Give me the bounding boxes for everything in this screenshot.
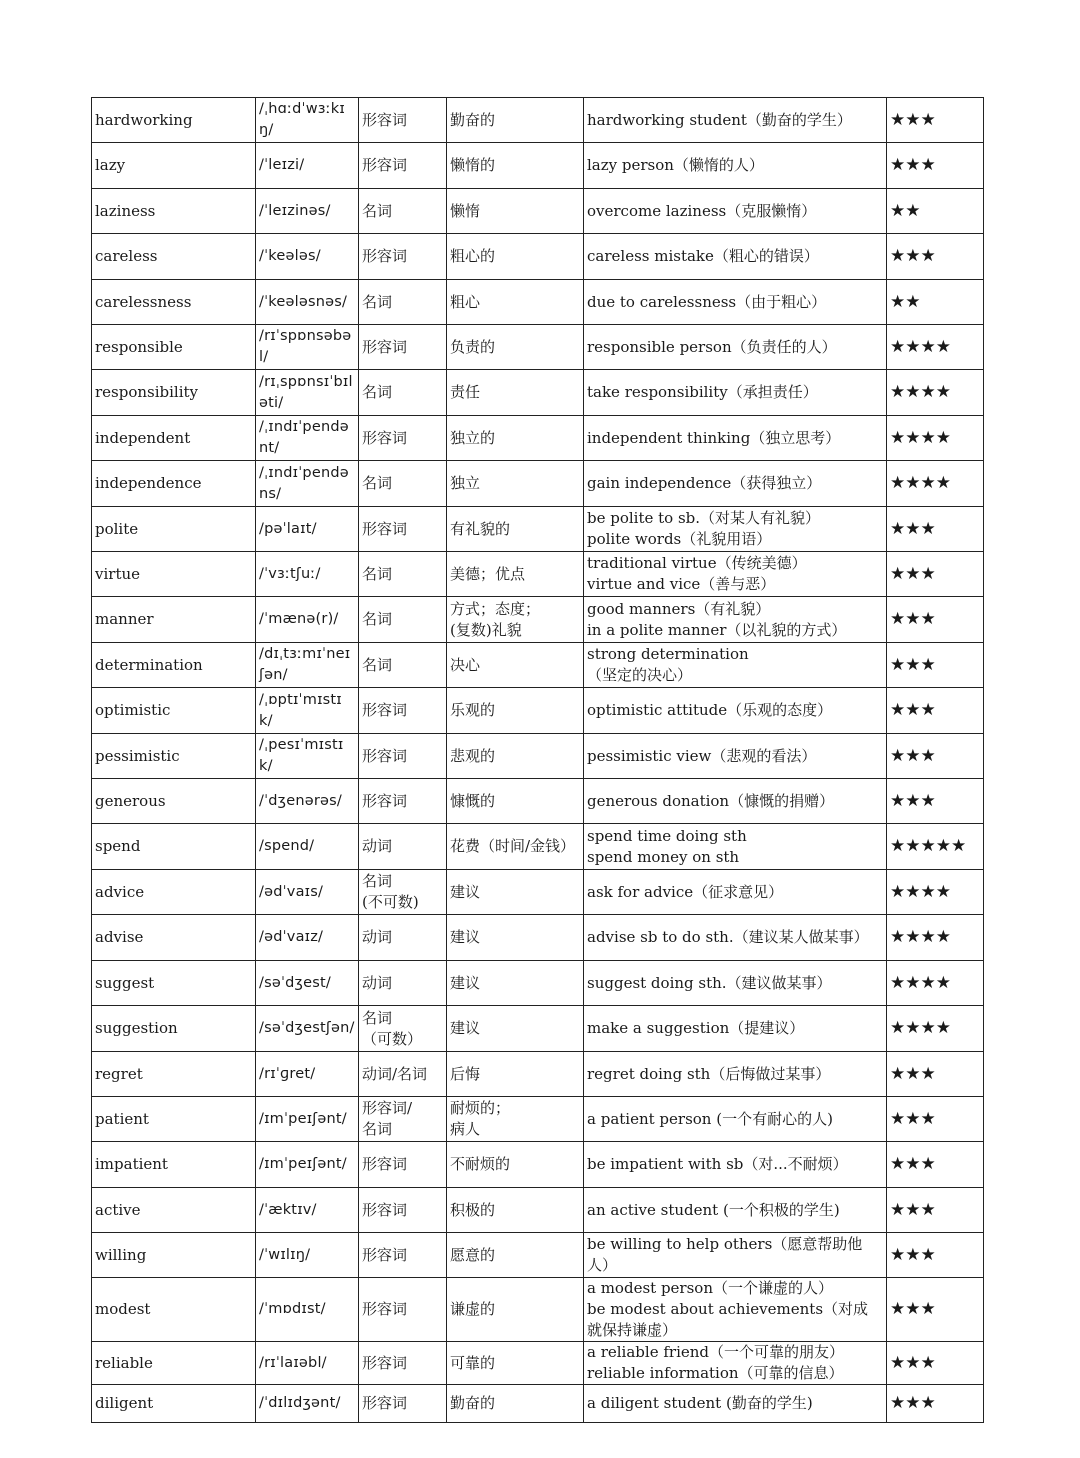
- meaning-cell: 谦虚的: [447, 1278, 584, 1342]
- phonetic-cell: /rɪˈlaɪəbl/: [256, 1342, 359, 1385]
- part-of-speech-cell: 动词: [359, 961, 447, 1006]
- phonetic-cell: /ˈdɪlɪdʒənt/: [256, 1385, 359, 1423]
- table-row: [92, 597, 984, 643]
- example-cell: traditional virtue（传统美德） virtue and vice（善与恶）: [584, 552, 887, 597]
- part-of-speech-cell: 形容词: [359, 98, 447, 143]
- importance-stars: ★★★: [887, 688, 984, 734]
- meaning-cell: 花费（时间/金钱）: [447, 824, 584, 870]
- word-cell: responsible: [92, 325, 256, 370]
- word-cell: patient: [92, 1097, 256, 1142]
- importance-stars: ★★★: [887, 1142, 984, 1188]
- word-cell: active: [92, 1188, 256, 1233]
- part-of-speech-cell: 形容词: [359, 143, 447, 189]
- part-of-speech-cell: 形容词: [359, 234, 447, 280]
- phonetic-cell: /ˈmɒdɪst/: [256, 1278, 359, 1342]
- meaning-cell: 美德；优点: [447, 552, 584, 597]
- part-of-speech-cell: 形容词: [359, 507, 447, 552]
- meaning-cell: 耐烦的； 病人: [447, 1097, 584, 1142]
- part-of-speech-cell: 名词: [359, 280, 447, 325]
- word-cell: suggestion: [92, 1006, 256, 1052]
- word-cell: pessimistic: [92, 734, 256, 779]
- meaning-cell: 积极的: [447, 1188, 584, 1233]
- table-row: [92, 1006, 984, 1052]
- meaning-cell: 后悔: [447, 1052, 584, 1097]
- word-cell: suggest: [92, 961, 256, 1006]
- table-row: [92, 824, 984, 870]
- example-cell: a reliable friend（一个可靠的朋友） reliable information（可靠的信息）: [584, 1342, 887, 1385]
- importance-stars: ★★★: [887, 734, 984, 779]
- phonetic-cell: /rɪˈɡret/: [256, 1052, 359, 1097]
- phonetic-cell: /ˈleɪzinəs/: [256, 189, 359, 234]
- part-of-speech-cell: 名词: [359, 597, 447, 643]
- table-row: [92, 961, 984, 1006]
- phonetic-cell: /səˈdʒest/: [256, 961, 359, 1006]
- importance-stars: ★★★: [887, 234, 984, 280]
- example-cell: overcome laziness（克服懒惰）: [584, 189, 887, 234]
- importance-stars: ★★★: [887, 1278, 984, 1342]
- vocabulary-table-body: [92, 98, 984, 1423]
- meaning-cell: 建议: [447, 870, 584, 915]
- importance-stars: ★★★★: [887, 961, 984, 1006]
- example-cell: responsible person（负责任的人）: [584, 325, 887, 370]
- importance-stars: ★★★: [887, 779, 984, 824]
- meaning-cell: 悲观的: [447, 734, 584, 779]
- meaning-cell: 负责的: [447, 325, 584, 370]
- word-cell: advise: [92, 915, 256, 961]
- importance-stars: ★★★: [887, 597, 984, 643]
- example-cell: an active student (一个积极的学生): [584, 1188, 887, 1233]
- part-of-speech-cell: 动词: [359, 824, 447, 870]
- importance-stars: ★★★★: [887, 1006, 984, 1052]
- table-row: [92, 552, 984, 597]
- meaning-cell: 方式；态度； (复数)礼貌: [447, 597, 584, 643]
- part-of-speech-cell: 形容词: [359, 688, 447, 734]
- phonetic-cell: /ɪmˈpeɪʃənt/: [256, 1142, 359, 1188]
- meaning-cell: 可靠的: [447, 1342, 584, 1385]
- vocabulary-table: [91, 97, 984, 1423]
- word-cell: determination: [92, 643, 256, 688]
- example-cell: take responsibility（承担责任）: [584, 370, 887, 416]
- part-of-speech-cell: 形容词: [359, 779, 447, 824]
- phonetic-cell: /ˌpesɪˈmɪstɪk/: [256, 734, 359, 779]
- example-cell: pessimistic view（悲观的看法）: [584, 734, 887, 779]
- meaning-cell: 责任: [447, 370, 584, 416]
- word-cell: responsibility: [92, 370, 256, 416]
- phonetic-cell: /ˈvɜːtʃuː/: [256, 552, 359, 597]
- phonetic-cell: /ˌɒptɪˈmɪstɪk/: [256, 688, 359, 734]
- meaning-cell: 独立的: [447, 416, 584, 461]
- importance-stars: ★★★: [887, 552, 984, 597]
- table-row: [92, 98, 984, 143]
- phonetic-cell: /ˌhɑːdˈwɜːkɪŋ/: [256, 98, 359, 143]
- phonetic-cell: /spend/: [256, 824, 359, 870]
- table-row: [92, 1052, 984, 1097]
- word-cell: regret: [92, 1052, 256, 1097]
- example-cell: be polite to sb.（对某人有礼貌） polite words（礼貌用语）: [584, 507, 887, 552]
- example-cell: independent thinking（独立思考）: [584, 416, 887, 461]
- example-cell: good manners（有礼貌） in a polite manner（以礼貌的方式）: [584, 597, 887, 643]
- importance-stars: ★★★★: [887, 325, 984, 370]
- importance-stars: ★★★: [887, 1097, 984, 1142]
- phonetic-cell: /ˌɪndɪˈpendəns/: [256, 461, 359, 507]
- example-cell: spend time doing sth spend money on sth: [584, 824, 887, 870]
- phonetic-cell: /ˈmænə(r)/: [256, 597, 359, 643]
- part-of-speech-cell: 形容词: [359, 1278, 447, 1342]
- word-cell: advice: [92, 870, 256, 915]
- phonetic-cell: /səˈdʒestʃən/: [256, 1006, 359, 1052]
- table-row: [92, 1278, 984, 1342]
- example-cell: gain independence（获得独立）: [584, 461, 887, 507]
- table-row: [92, 688, 984, 734]
- table-row: [92, 1233, 984, 1278]
- table-row: [92, 1142, 984, 1188]
- example-cell: optimistic attitude（乐观的态度）: [584, 688, 887, 734]
- part-of-speech-cell: 名词: [359, 189, 447, 234]
- meaning-cell: 乐观的: [447, 688, 584, 734]
- example-cell: due to carelessness（由于粗心）: [584, 280, 887, 325]
- meaning-cell: 不耐烦的: [447, 1142, 584, 1188]
- part-of-speech-cell: 动词/名词: [359, 1052, 447, 1097]
- importance-stars: ★★★: [887, 1233, 984, 1278]
- meaning-cell: 勤奋的: [447, 98, 584, 143]
- meaning-cell: 慷慨的: [447, 779, 584, 824]
- table-row: [92, 643, 984, 688]
- example-cell: a modest person（一个谦虚的人） be modest about achievements（对成就保持谦虚）: [584, 1278, 887, 1342]
- table-row: [92, 915, 984, 961]
- example-cell: careless mistake（粗心的错误）: [584, 234, 887, 280]
- table-row: [92, 734, 984, 779]
- word-cell: generous: [92, 779, 256, 824]
- table-row: [92, 280, 984, 325]
- phonetic-cell: /ˈdʒenərəs/: [256, 779, 359, 824]
- table-row: [92, 143, 984, 189]
- importance-stars: ★★: [887, 280, 984, 325]
- meaning-cell: 建议: [447, 915, 584, 961]
- example-cell: advise sb to do sth.（建议某人做某事）: [584, 915, 887, 961]
- example-cell: hardworking student（勤奋的学生）: [584, 98, 887, 143]
- table-row: [92, 1188, 984, 1233]
- part-of-speech-cell: 名词: [359, 643, 447, 688]
- example-cell: regret doing sth（后悔做过某事）: [584, 1052, 887, 1097]
- vocabulary-sheet: [91, 97, 983, 1423]
- part-of-speech-cell: 形容词: [359, 1142, 447, 1188]
- part-of-speech-cell: 形容词: [359, 1342, 447, 1385]
- table-row: [92, 1342, 984, 1385]
- table-row: [92, 189, 984, 234]
- part-of-speech-cell: 名词 (不可数): [359, 870, 447, 915]
- example-cell: be willing to help others（愿意帮助他人）: [584, 1233, 887, 1278]
- word-cell: virtue: [92, 552, 256, 597]
- part-of-speech-cell: 形容词: [359, 325, 447, 370]
- word-cell: laziness: [92, 189, 256, 234]
- importance-stars: ★★★★: [887, 870, 984, 915]
- word-cell: optimistic: [92, 688, 256, 734]
- table-row: [92, 779, 984, 824]
- importance-stars: ★★: [887, 189, 984, 234]
- part-of-speech-cell: 形容词: [359, 1385, 447, 1423]
- example-cell: strong determination （坚定的决心）: [584, 643, 887, 688]
- word-cell: impatient: [92, 1142, 256, 1188]
- importance-stars: ★★★: [887, 98, 984, 143]
- part-of-speech-cell: 名词: [359, 461, 447, 507]
- importance-stars: ★★★: [887, 1052, 984, 1097]
- example-cell: a patient person (一个有耐心的人): [584, 1097, 887, 1142]
- word-cell: manner: [92, 597, 256, 643]
- phonetic-cell: /ədˈvaɪs/: [256, 870, 359, 915]
- importance-stars: ★★★★: [887, 370, 984, 416]
- example-cell: make a suggestion（提建议）: [584, 1006, 887, 1052]
- table-row: [92, 1385, 984, 1423]
- table-row: [92, 870, 984, 915]
- table-row: [92, 370, 984, 416]
- word-cell: willing: [92, 1233, 256, 1278]
- importance-stars: ★★★: [887, 1385, 984, 1423]
- table-row: [92, 461, 984, 507]
- example-cell: ask for advice（征求意见）: [584, 870, 887, 915]
- importance-stars: ★★★: [887, 1342, 984, 1385]
- table-row: [92, 507, 984, 552]
- word-cell: polite: [92, 507, 256, 552]
- part-of-speech-cell: 形容词: [359, 734, 447, 779]
- word-cell: hardworking: [92, 98, 256, 143]
- table-row: [92, 1097, 984, 1142]
- meaning-cell: 决心: [447, 643, 584, 688]
- word-cell: modest: [92, 1278, 256, 1342]
- phonetic-cell: /ˈwɪlɪŋ/: [256, 1233, 359, 1278]
- word-cell: spend: [92, 824, 256, 870]
- phonetic-cell: /ˈæktɪv/: [256, 1188, 359, 1233]
- word-cell: diligent: [92, 1385, 256, 1423]
- word-cell: independence: [92, 461, 256, 507]
- phonetic-cell: /ˌɪndɪˈpendənt/: [256, 416, 359, 461]
- meaning-cell: 愿意的: [447, 1233, 584, 1278]
- phonetic-cell: /rɪˌspɒnsɪˈbɪləti/: [256, 370, 359, 416]
- importance-stars: ★★★★: [887, 416, 984, 461]
- table-row: [92, 234, 984, 280]
- example-cell: suggest doing sth.（建议做某事）: [584, 961, 887, 1006]
- word-cell: independent: [92, 416, 256, 461]
- meaning-cell: 勤奋的: [447, 1385, 584, 1423]
- phonetic-cell: /pəˈlaɪt/: [256, 507, 359, 552]
- phonetic-cell: /ɪmˈpeɪʃənt/: [256, 1097, 359, 1142]
- word-cell: lazy: [92, 143, 256, 189]
- importance-stars: ★★★★: [887, 461, 984, 507]
- example-cell: lazy person（懒惰的人）: [584, 143, 887, 189]
- importance-stars: ★★★★★: [887, 824, 984, 870]
- part-of-speech-cell: 形容词: [359, 416, 447, 461]
- word-cell: carelessness: [92, 280, 256, 325]
- importance-stars: ★★★: [887, 143, 984, 189]
- importance-stars: ★★★: [887, 507, 984, 552]
- phonetic-cell: /ˈkeələsnəs/: [256, 280, 359, 325]
- phonetic-cell: /rɪˈspɒnsəbəl/: [256, 325, 359, 370]
- meaning-cell: 懒惰: [447, 189, 584, 234]
- phonetic-cell: /ˈleɪzi/: [256, 143, 359, 189]
- part-of-speech-cell: 动词: [359, 915, 447, 961]
- example-cell: a diligent student (勤奋的学生): [584, 1385, 887, 1423]
- phonetic-cell: /ədˈvaɪz/: [256, 915, 359, 961]
- meaning-cell: 有礼貌的: [447, 507, 584, 552]
- part-of-speech-cell: 形容词: [359, 1188, 447, 1233]
- part-of-speech-cell: 名词: [359, 552, 447, 597]
- importance-stars: ★★★★: [887, 915, 984, 961]
- table-row: [92, 416, 984, 461]
- part-of-speech-cell: 名词: [359, 370, 447, 416]
- phonetic-cell: /dɪˌtɜːmɪˈneɪʃən/: [256, 643, 359, 688]
- phonetic-cell: /ˈkeələs/: [256, 234, 359, 280]
- example-cell: generous donation（慷慨的捐赠）: [584, 779, 887, 824]
- meaning-cell: 粗心的: [447, 234, 584, 280]
- word-cell: reliable: [92, 1342, 256, 1385]
- part-of-speech-cell: 名词 （可数）: [359, 1006, 447, 1052]
- meaning-cell: 粗心: [447, 280, 584, 325]
- part-of-speech-cell: 形容词: [359, 1233, 447, 1278]
- part-of-speech-cell: 形容词/ 名词: [359, 1097, 447, 1142]
- meaning-cell: 建议: [447, 1006, 584, 1052]
- table-row: [92, 325, 984, 370]
- example-cell: be impatient with sb（对...不耐烦）: [584, 1142, 887, 1188]
- meaning-cell: 独立: [447, 461, 584, 507]
- importance-stars: ★★★: [887, 643, 984, 688]
- meaning-cell: 建议: [447, 961, 584, 1006]
- word-cell: careless: [92, 234, 256, 280]
- importance-stars: ★★★: [887, 1188, 984, 1233]
- meaning-cell: 懒惰的: [447, 143, 584, 189]
